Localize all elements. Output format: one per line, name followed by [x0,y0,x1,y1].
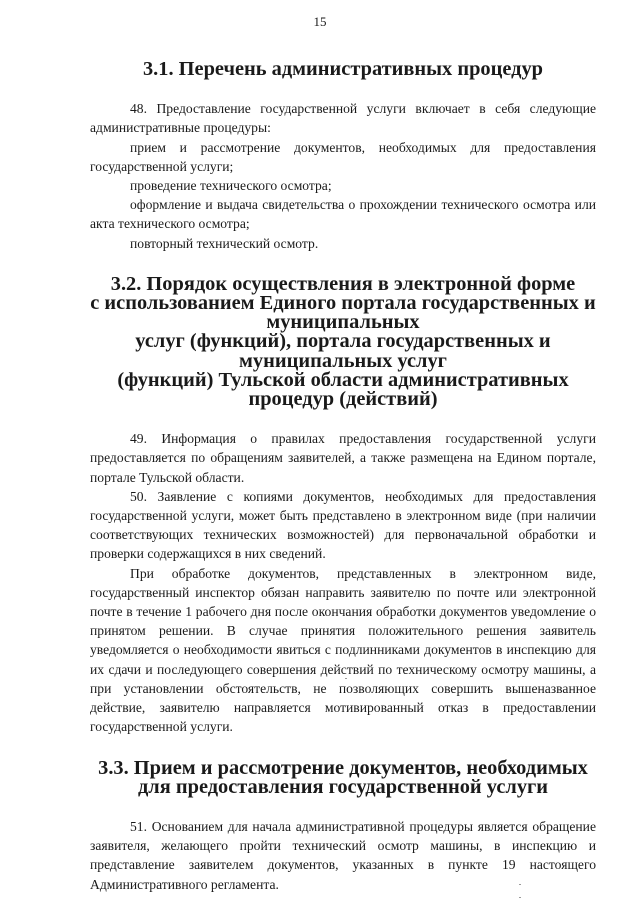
heading-line: услуг (функций), портала государственных и муниципальных услуг [135,330,551,372]
section-3-2-heading [90,272,596,411]
paragraph-50-continued: При обработке документов, представленных в электронном виде, государственный инспектор обязан направить заявителю по почте или электронной почте в течение 1 рабочего дня после окончания обработки документов уведомление о принятом решении. В случае принятия положительного решения заявитель уведомляется о необходимости явиться с подлинниками документов в инспекцию для их сдачи и последующего совершения действий по техническому осмотру машины, а при установлении обстоятельств, не позволяющих совершить вышеназванное действие, заявителю направляется мотивированный отказ в предоставлении государственной услуги. [90,565,596,735]
heading-line: 3.3. Прием и рассмотрение документов, необходимых [98,756,588,779]
list-item: прием и рассмотрение документов, необходимых для предоставления государственной услуги; [90,139,596,174]
page-number: 15 [313,14,327,29]
section-3-1-heading: 3.1. Перечень административных процедур [142,58,544,80]
list-item: оформление и выдача свидетельства о прохождении технического осмотра или акта технического осмотра; [90,197,596,232]
list-item: проведение технического осмотра; [130,178,332,194]
paragraph-49: 49. Информация о правилах предоставления государственной услуги предоставляется по обращениям заявителей, а также размещена на Едином портале, портале Тульской области. [90,431,596,485]
paragraph-51: 51. Основанием для начала административной процедуры является обращение заявителя, желающего пройти технический осмотр машины, в инспекцию и представление заявителем документов, указанных в пункте 19 настоящего Административного регламента. [90,818,596,892]
heading-line: для предоставления государственной услуги [137,775,549,798]
scan-speck [519,897,521,898]
list-item: повторный технический осмотр. [130,235,319,251]
paragraph-48: 48. Предоставление государственной услуги включает в себя следующие административные процедуры: [90,101,596,136]
section-3-3-heading [90,756,596,798]
document-body [90,60,596,894]
heading-line: 3.2. Порядок осуществления в электронной форме [110,272,576,295]
paragraph-50: 50. Заявление с копиями документов, необходимых для предоставления государственной услуги, может быть представлено в электронном виде (при наличии соответствующих технических возможностей) для первоначальной обработки и проверки содержащихся в них сведений. [90,488,596,562]
heading-line: (функций) Тульской области административных процедур (действий) [117,368,569,411]
scan-speck [519,884,521,885]
scan-speck [345,678,347,679]
heading-line: с использованием Единого портала государственных и муниципальных [90,292,596,334]
